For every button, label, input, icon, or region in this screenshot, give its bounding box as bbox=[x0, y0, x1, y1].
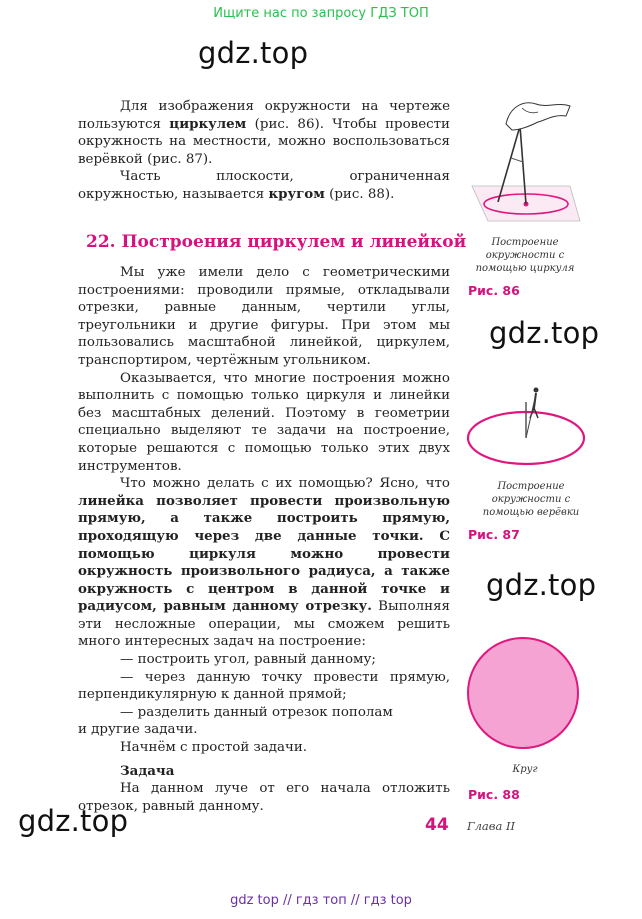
intro-text bbox=[78, 98, 450, 204]
task-title: Задача bbox=[120, 762, 175, 779]
top-banner: Ищите нас по запросу ГДЗ ТОП bbox=[213, 6, 429, 21]
list-item: — разделить данный отрезок пополам bbox=[120, 704, 393, 720]
body-paragraph-5: Начнём с простой задачи. bbox=[120, 740, 308, 756]
person-head bbox=[534, 388, 539, 393]
figure-caption: Построение окружности с помощью циркуля bbox=[475, 237, 575, 274]
intro-paragraph-2: Часть плоскости, ограниченная окружностью, называется кругом (рис. 88). bbox=[78, 169, 450, 202]
page-number: 44 bbox=[425, 815, 449, 835]
footer-links: gdz top // гдз топ // гдз top bbox=[230, 893, 412, 908]
watermark-text: gdz.top bbox=[489, 316, 600, 350]
watermark-text: gdz.top bbox=[198, 36, 309, 70]
main-text bbox=[78, 264, 450, 815]
hand-outline bbox=[506, 103, 570, 130]
compass-figure bbox=[462, 96, 592, 231]
rope-line bbox=[526, 398, 535, 438]
figure-caption: Круг bbox=[512, 764, 538, 775]
compass-hinge-bar bbox=[511, 158, 523, 162]
body-paragraph-2: Оказывается, что многие построения можно выполнить с помощью только циркуля и линейки без масштабных делений. Поэтому в геометрии специально выделяют те задачи на построение, которые решаются с помощью только этих двух инструментов. bbox=[78, 370, 450, 474]
watermark-text: gdz.top bbox=[486, 568, 597, 602]
task-text: На данном луче от его начала отложить отрезок, равный данному. bbox=[78, 781, 450, 814]
body-paragraph-1: Мы уже имели дело с геометрическими построениями: проводили прямые, откладывали отрезки, равные данным, чертили углы, треугольники и другие фигуры. При этом мы пользовались масштабной линейкой, циркулем, транспортиром, чертёжным угольником. bbox=[78, 265, 450, 368]
figure-caption: Построение окружности с помощью верёвки bbox=[482, 481, 580, 518]
filled-disk bbox=[468, 638, 578, 748]
figure-label: Рис. 86 bbox=[468, 283, 520, 298]
chapter-label: Глава II bbox=[467, 819, 516, 833]
figure-label: Рис. 87 bbox=[468, 527, 520, 542]
section-title: 22. Построения циркулем и линейкой bbox=[86, 232, 467, 252]
list-item: — через данную точку провести прямую, перпендикулярную к данной прямой; bbox=[78, 669, 450, 703]
watermark-text: gdz.top bbox=[18, 804, 129, 838]
disk-figure bbox=[466, 636, 582, 752]
list-item: — построить угол, равный данному; bbox=[120, 652, 376, 668]
rope-figure bbox=[466, 382, 590, 472]
body-paragraph-3: Что можно делать с их помощью? Ясно, что линейка позволяет провести произвольную прямую, а также построить прямую, проходящую через две данные точки. С помощью циркуля можно провести окружность произвольного радиуса, а также окружность с центром в данной точке и радиусом, равным данному отрезку. Выполняя эти несложные операции, мы сможем решить много интересных задач на построение: bbox=[78, 476, 450, 650]
intro-paragraph-1: Для изображения окружности на чертеже пользуются циркулем (рис. 86). Чтобы провести окружность на местности, можно воспользоваться верёвкой (рис. 87). bbox=[78, 99, 450, 167]
figure-label: Рис. 88 bbox=[468, 787, 520, 802]
body-paragraph-4: и другие задачи. bbox=[78, 722, 198, 738]
